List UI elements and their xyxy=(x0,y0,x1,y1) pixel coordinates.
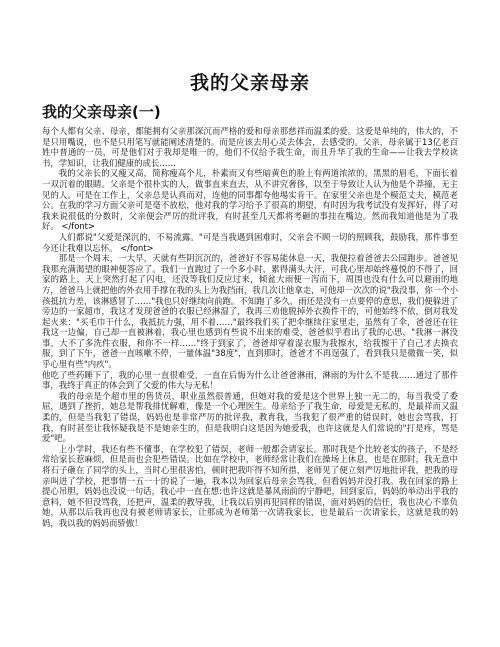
paragraph-intro: 每个人都有父亲、母亲，都能拥有父亲那深沉而严格的爱和母亲那慈祥而温柔的爱。这爱是单纯的，伟大的，不是只用嘴说，也不是只用笔写就能阐述清楚的。而是应该去用心灵去体会，去感受的。父亲，母亲属于13亿老百姓中普通的一员，可是他们对于我却是唯一的，他们不仅给予我生命，而且升华了我的生命——让我去学校读书，学知识，让我们健康的成长…… xyxy=(42,126,458,168)
document-title: 我的父亲母亲 xyxy=(189,72,310,94)
section-heading: 我的父亲母亲(一) xyxy=(42,103,161,121)
document-body xyxy=(42,126,458,529)
paragraph-rain-story: 那是一个周末，一大早，天就有些阴沉沉的，爸爸好不容易能休息一天，我便拉着爸爸去公园跑步。爸爸见我那充满渴望的眼神便答应了。我们一直跑过了一个多小时，累得满头大汗，可我心里却始终蔓悦的不得了，回家的路上，天上突然打起了闪电，还没等我们反应过来，倾盆大雨便一泻而下，周围也没有什么可以避雨的地方，爸爸马上就把他的外衣用手撑在我的头上为我挡雨，我几次让他拿走，可他却一次次的说"我没事，你一个小孩抵抗力差，该淋感冒了……"我也只好继续向前跑。不知跑了多久，雨还是没有一点要停的意思，我们便躲进了旁边的一家超市，我这才发现爸爸的衣服已经淋湿了，我再三劝他脱掉外衣换件干的，可他始终不依，倒对我发起火来："买毛巾干什么，我抵抗力强，用不着……"最终我们买了把伞继续往家里走，虽然有了伞，爸爸还在往我这一边偏，自己却一直被淋着，我心里也感到有些说不出来的难受，爸爸似乎看出了我的心思，"我淋一淋没事，大不了多洗件衣服，和你不一样……"终于到家了，爸爸却穿着湿衣服为我擦水，给我擦干了自己才去换衣服，到了下午，爸爸一直咳嗽不停，一量体温"38度"，直到那时，爸爸才不再逞强了，看到我只是微微一笑，似乎心里有些"内疚"。 xyxy=(42,253,458,370)
paragraph-school-story: 上小学时，我还有些不懂事，在学校犯了错误，老师一般都会请家长。那时我是个比较老实的孩子，不是经常给家长惹麻烦，但是而也会犯些错误。比如在学校中，老师经常让我们在操场上休息，也是在那时，我无意中将石子砸在了同学的头上，当时心里很害怕，顿时把我吓得不知所措，老师见了便立刻严厉地批评我，把我的母亲叫进了学校，把事情一五一十的说了一遍，我本以为回家后母亲会骂我，但看妈妈并没打我。我在回家的路上提心吊胆，妈妈也没说一句话，我心中一直在想:也许这就是暴风雨前的宁静吧，回到家后，妈妈的举动出乎我的意料，她不但没骂我，还把声，温柔的教导我，让我以后别再犯同样的错误，面对妈妈的信任，我也决心不辜负她，从那以后我再也没有被老师请家长，让那成为老师第一次请我家长，也是最后一次请家长，这就是我的妈妈，我以我的妈妈而骄傲！ xyxy=(42,443,458,528)
paragraph-rain-reflection: 他吃了些药睡下了，我的心里一直很难受，一直在后悔为什么让爸爸淋雨，淋雨的为什么不是我……通过了那件事，我终于真正的体会到了父爱的伟大与无私！ xyxy=(42,369,458,391)
paragraph-father: 我的父亲长的又瘦又高，简称瘦高个儿，朴素而又有些暗黄色的脸上有两道浓浓的，黑黑的眉毛，下面长着一双沉着的眼睛。父亲是个很朴实的人，做事直来直去，从不讲究奢侈，以至于导致让人认为他是个莽撞，无主见的人。可是在工作上，父亲总是认真而对，连他的同事都夸他埸实肯干。在家里父亲也是个模范丈夫，模范老公。在我的学习方面父亲可是毫不放松，他对我的学习给予了很高的期望，有时因为我考试没有发挥好，得了对我来说很低的分数时，父亲便会严厉的批评我，有时甚至几天都将考砸的事挂在嘴边。然而我知道他是为了我好。 </font> xyxy=(42,168,458,232)
paragraph-father-love: 人们都说"父爱是深沉的，不易流露。"可是当我遇到困难时，父亲会不顾一切的照顾我，鼓励我，那件事至今还让我难以忘怀。 </font> xyxy=(42,231,458,253)
paragraph-mother: 我的母亲是个超市里的售货员，职业虽然很普通，但她对我的爱是这个世界上独一无二的，每当我受了委屈，遇到了挫折，她总是帮我排忧解难，像是一个心理医生。母亲给予了我生命，母爱是无私的，是最祥而又温柔的，但是当我犯了错误，妈妈也是非常严厉的批评我，教育我，当我犯了很严重的错误时，她也会骂我，打我，有时甚至让我怀疑我是不是她亲生的，但是我明白这是因为她爱我，也许这就是人们常说的"打是疼，骂是爱"吧。 xyxy=(42,390,458,444)
